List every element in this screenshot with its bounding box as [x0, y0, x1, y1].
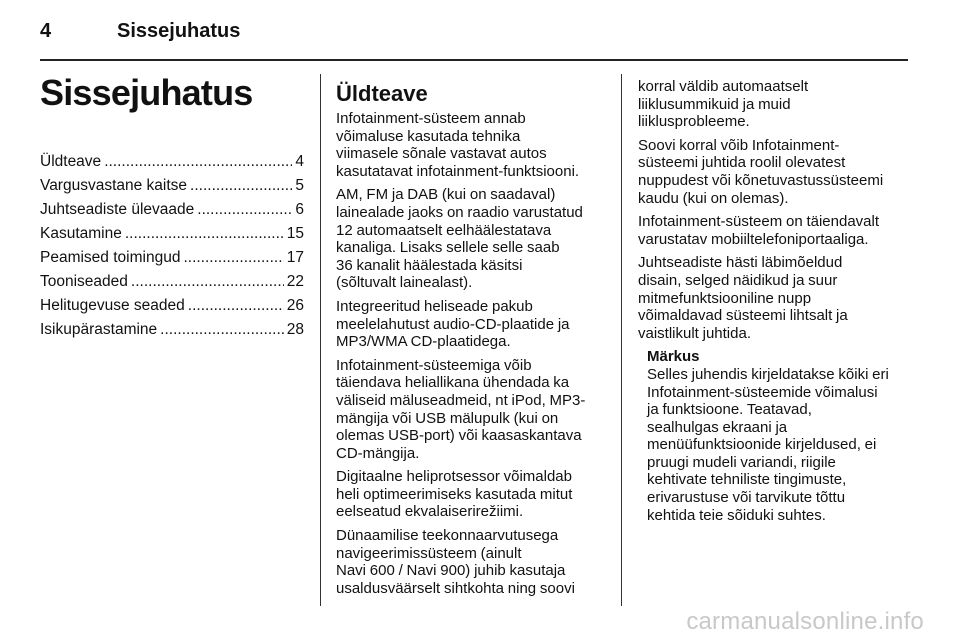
- running-title: Sissejuhatus: [117, 20, 241, 42]
- toc-entry-tooniseaded[interactable]: [40, 270, 304, 294]
- toc-entry-uldteave[interactable]: [40, 150, 304, 174]
- paragraph: AM, FM ja DAB (kui on saadaval) lainealade jaoks on raadio varustatud 12 automaatselt eelhäälestatava kanaliga. Lisaks sellele selle saab 36 kanalit häälestada käsitsi (sõltuvalt lainealast).: [336, 186, 583, 292]
- toc-entry-kasutamine[interactable]: [40, 222, 304, 246]
- paragraph: korral väldib automaatselt liiklusummikuid ja muid liiklusprobleeme.: [638, 78, 809, 131]
- toc-entry-label: Juhtseadiste ülevaade: [40, 201, 195, 218]
- paragraph: Infotainment-süsteem annab võimaluse kasutada tehnika viimasele sõnale vastavat autos kasutatavat infotainment-funktsiooni.: [336, 110, 580, 180]
- toc-entry-label: Isikupärastamine: [40, 321, 158, 338]
- toc-entry-page: 5: [295, 177, 304, 194]
- toc-entry-page: 15: [286, 225, 304, 242]
- table-of-contents: [40, 150, 304, 342]
- toc-leader-dots: [160, 318, 284, 342]
- column-divider-left: [320, 74, 321, 606]
- toc-entry-page: 17: [286, 249, 304, 266]
- section-heading: Üldteave: [336, 81, 428, 106]
- toc-entry-page: 6: [295, 201, 304, 218]
- paragraph: Infotainment-süsteemiga võib täiendava heliallikana ühendada ka väliseid mäluseadmeid, nt iPod, MP3- mängija või USB mälupulk (kui on olemas USB-port) või kaasaskantava CD-mängija.: [336, 356, 586, 462]
- toc-entry-label: Vargusvastane kaitse: [40, 177, 188, 194]
- paragraph: Soovi korral võib Infotainment- süsteemi juhtida roolil olevatest nuppudest või kõnetuvastussüsteemi kaudu (kui on olemas).: [638, 136, 884, 207]
- note-heading: Märkus: [647, 348, 700, 366]
- toc-entry-label: Peamised toimingud: [40, 249, 181, 266]
- toc-entry-juhtseadiste-ulevaade[interactable]: [40, 198, 304, 222]
- paragraph: Dünaamilise teekonnaarvutusega navigeerimissüsteem (ainult Navi 600 / Navi 900) juhib kasutaja usaldusväärselt sihtkohta ning soovi: [336, 527, 575, 597]
- toc-leader-dots: [188, 294, 284, 318]
- chapter-title: Sissejuhatus: [40, 72, 253, 113]
- toc-entry-isikuparastamine[interactable]: [40, 318, 304, 342]
- page-number: 4: [40, 20, 52, 42]
- note-text: Selles juhendis kirjeldatakse kõiki eri Infotainment-süsteemide võimalusi ja funktsioone. Teatavad, sealhulgas ekraani ja menüüfunktsioonide kirjeldused, ei pruugi mudeli variandi, riigile kehtivate tehniliste tingimuste, erivarustuse või tarvikute tõttu kehtida teie sõiduki suhtes.: [647, 365, 889, 524]
- header-rule: [40, 59, 908, 61]
- toc-leader-dots: [183, 246, 283, 270]
- toc-entry-label: Kasutamine: [40, 225, 122, 242]
- toc-leader-dots: [125, 222, 284, 246]
- paragraph: Digitaalne heliprotsessor võimaldab heli optimeerimiseks kasutada mitut eelseatud ekvalaiserirežiimi.: [336, 468, 573, 521]
- column-divider-right: [621, 74, 622, 606]
- paragraph: Integreeritud heliseade pakub meelelahutust audio-CD-plaatide ja MP3/WMA CD-plaatidega.: [336, 297, 570, 351]
- paragraph: Infotainment-süsteem on täiendavalt varustatav mobiiltelefoniportaaliga.: [638, 213, 880, 248]
- toc-entry-page: 4: [295, 153, 304, 170]
- watermark: carmanualsonline.info: [686, 608, 924, 635]
- toc-entry-label: Üldteave: [40, 153, 102, 170]
- paragraph: Juhtseadiste hästi läbimõeldud disain, selged näidikud ja suur mitmefunktsiooniline nupp võimaldavad süsteemi lihtsalt ja vaistlikult juhtida.: [638, 254, 848, 342]
- toc-entry-label: Helitugevuse seaded: [40, 297, 185, 314]
- toc-entry-peamised-toimingud[interactable]: [40, 246, 304, 270]
- right-column: [638, 78, 908, 524]
- toc-entry-label: Tooniseaded: [40, 273, 128, 290]
- toc-entry-helitugevuse-seaded[interactable]: [40, 294, 304, 318]
- toc-entry-vargusvastane-kaitse[interactable]: [40, 174, 304, 198]
- toc-entry-page: 22: [286, 273, 304, 290]
- note-box: [647, 348, 908, 524]
- toc-entry-page: 26: [286, 297, 304, 314]
- toc-leader-dots: [104, 150, 292, 174]
- toc-leader-dots: [190, 174, 292, 198]
- main-column: [336, 80, 606, 603]
- toc-leader-dots: [197, 198, 292, 222]
- toc-entry-page: 28: [286, 321, 304, 338]
- toc-leader-dots: [131, 270, 284, 294]
